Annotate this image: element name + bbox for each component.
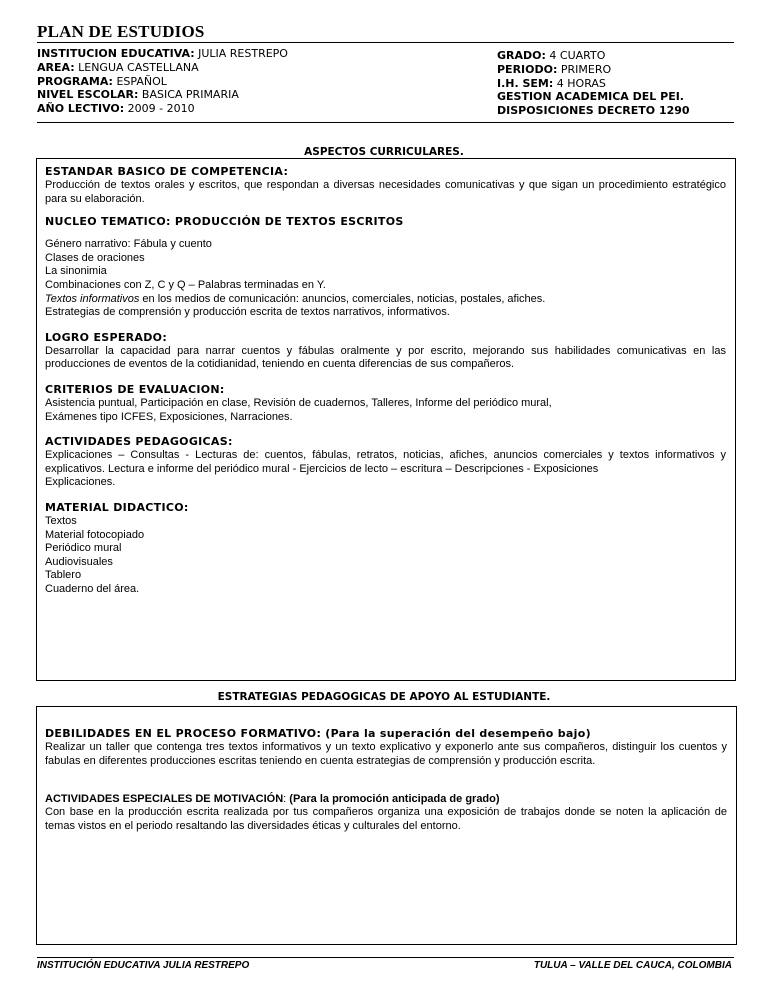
header-row-decreto bbox=[497, 104, 690, 118]
document-title: PLAN DE ESTUDIOS bbox=[37, 22, 205, 41]
section-title-estrategias: ESTRATEGIAS PEDAGOGICAS DE APOYO AL ESTUDIANTE. bbox=[217, 691, 551, 703]
debilidades-text: Realizar un taller que contenga tres textos informativos y un texto explicativo y exponerlo ante sus compañeros, distinguir los cuentos y fabulas en diferentes producciones escritas teniendo en cuenta estrategias de comprensión y producción escrita. bbox=[45, 741, 727, 767]
material-item: Cuaderno del área. bbox=[45, 582, 140, 595]
header-value: 4 CUARTO bbox=[549, 49, 606, 62]
section-title-aspectos: ASPECTOS CURRICULARES. bbox=[304, 146, 464, 158]
header-label: AÑO LECTIVO: bbox=[37, 102, 125, 116]
header-row-institucion bbox=[37, 47, 288, 61]
nucleo-item: Combinaciones con Z, C y Q – Palabras terminadas en Y. bbox=[45, 278, 326, 291]
estrategias-box bbox=[36, 706, 737, 945]
estandar-text: Producción de textos orales y escritos, que respondan a diversas necesidades comunicativas y que sigan un procedimiento estratégico para su elaboración. bbox=[45, 179, 726, 205]
debilidades-heading: DEBILIDADES EN EL PROCESO FORMATIVO: (Para la superación del desempeño bajo) bbox=[45, 727, 591, 740]
header-row-area bbox=[37, 61, 288, 75]
motivacion-text: Con base en la producción escrita realizada por tus compañeros organiza una exposición de trabajos donde se noten la aplicación de temas vistos en el periodo resaltando las diversidades éticas y culturales del entorno. bbox=[45, 806, 727, 832]
header-label: PERIODO: bbox=[497, 62, 558, 76]
actividades-heading: ACTIVIDADES PEDAGOGICAS: bbox=[45, 435, 233, 449]
header-value: LENGUA CASTELLANA bbox=[78, 60, 199, 74]
header-row-periodo bbox=[497, 63, 690, 77]
criterios-heading: CRITERIOS DE EVALUACION: bbox=[45, 382, 225, 396]
nucleo-item-italic: Textos informativos bbox=[45, 292, 140, 305]
header-row-gestion bbox=[497, 90, 690, 104]
motivacion-sub: (Para la promoción anticipada de grado) bbox=[286, 793, 500, 806]
nucleo-item: La sinonimia bbox=[45, 265, 107, 278]
actividades-text: Explicaciones – Consultas - Lecturas de: cuentos, fábulas, retratos, noticias, afiches, anuncios comerciales y textos informativos y explicativos. Lectura e informe del periódico mural - Ejercicios de lecto – escritura – Descripciones - Exposiciones bbox=[45, 449, 726, 475]
header-left bbox=[37, 47, 288, 116]
nucleo-item bbox=[45, 293, 726, 307]
header-label: GRADO: bbox=[497, 49, 546, 62]
nucleo-item: Género narrativo: Fábula y cuento bbox=[45, 238, 212, 251]
criterios-line: Asistencia puntual, Participación en clase, Revisión de cuadernos, Talleres, Informe del periódico mural, bbox=[45, 396, 552, 409]
header-label: PROGRAMA: bbox=[37, 74, 113, 88]
header-row-nivel bbox=[37, 88, 288, 102]
nucleo-item: Clases de oraciones bbox=[45, 251, 145, 264]
header-label: DISPOSICIONES DECRETO 1290 bbox=[497, 104, 690, 118]
header-row-ano bbox=[37, 102, 288, 116]
header-value: PRIMERO bbox=[560, 62, 612, 76]
header-row-grado bbox=[497, 49, 690, 63]
logro-text: Desarrollar la capacidad para narrar cuentos y fábulas oralmente y por escrito, mejorando sus habilidades comunicativas en las producciones de eventos de la cotidianidad, teniendo en cuenta diferencias de sus compañeros. bbox=[45, 344, 726, 371]
header-label: AREA: bbox=[37, 60, 75, 74]
nucleo-heading: NUCLEO TEMATICO: PRODUCCIÓN DE TEXTOS ESCRITOS bbox=[45, 215, 404, 229]
header-value: 2009 - 2010 bbox=[127, 102, 195, 116]
nucleo-item: Estrategias de comprensión y producción escrita de textos narrativos, informativos. bbox=[45, 306, 450, 319]
motivacion-colon: : bbox=[283, 793, 287, 806]
header-right bbox=[497, 49, 690, 118]
header-label: GESTION ACADEMICA DEL PEI. bbox=[497, 90, 684, 104]
header-value: BASICA PRIMARIA bbox=[141, 88, 239, 102]
criterios-line: Exámenes tipo ICFES, Exposiciones, Narraciones. bbox=[45, 410, 293, 423]
nucleo-item-rest: en los medios de comunicación: anuncios, comerciales, noticias, postales, afiches. bbox=[139, 292, 546, 305]
material-item: Material fotocopiado bbox=[45, 528, 145, 541]
footer-right: TULUA – VALLE DEL CAUCA, COLOMBIA bbox=[533, 960, 732, 971]
header-label: INSTITUCION EDUCATIVA: bbox=[37, 47, 195, 60]
material-item: Tablero bbox=[45, 569, 82, 582]
header-value: JULIA RESTREPO bbox=[198, 47, 288, 60]
material-item: Textos bbox=[45, 514, 77, 527]
footer-rule bbox=[37, 957, 734, 958]
actividades-last: Explicaciones. bbox=[45, 476, 116, 489]
header-row-ihsem bbox=[497, 77, 690, 91]
header-row-programa bbox=[37, 75, 288, 89]
header-value: 4 HORAS bbox=[556, 76, 606, 90]
header-label: NIVEL ESCOLAR: bbox=[37, 88, 139, 102]
motivacion-heading-row bbox=[45, 792, 727, 806]
aspectos-box bbox=[36, 158, 736, 681]
header-value: ESPAÑOL bbox=[116, 74, 167, 88]
header-label: I.H. SEM: bbox=[497, 76, 554, 90]
title-rule bbox=[37, 42, 734, 43]
footer-left: INSTITUCIÓN EDUCATIVA JULIA RESTREPO bbox=[37, 960, 250, 971]
logro-heading: LOGRO ESPERADO: bbox=[45, 330, 168, 344]
material-item: Periódico mural bbox=[45, 542, 122, 555]
material-heading: MATERIAL DIDACTICO: bbox=[45, 500, 189, 514]
material-item: Audiovisuales bbox=[45, 555, 113, 568]
header-rule bbox=[37, 122, 734, 123]
motivacion-heading: ACTIVIDADES ESPECIALES DE MOTIVACIÓN bbox=[45, 793, 284, 806]
estandar-heading: ESTANDAR BASICO DE COMPETENCIA: bbox=[45, 165, 289, 178]
